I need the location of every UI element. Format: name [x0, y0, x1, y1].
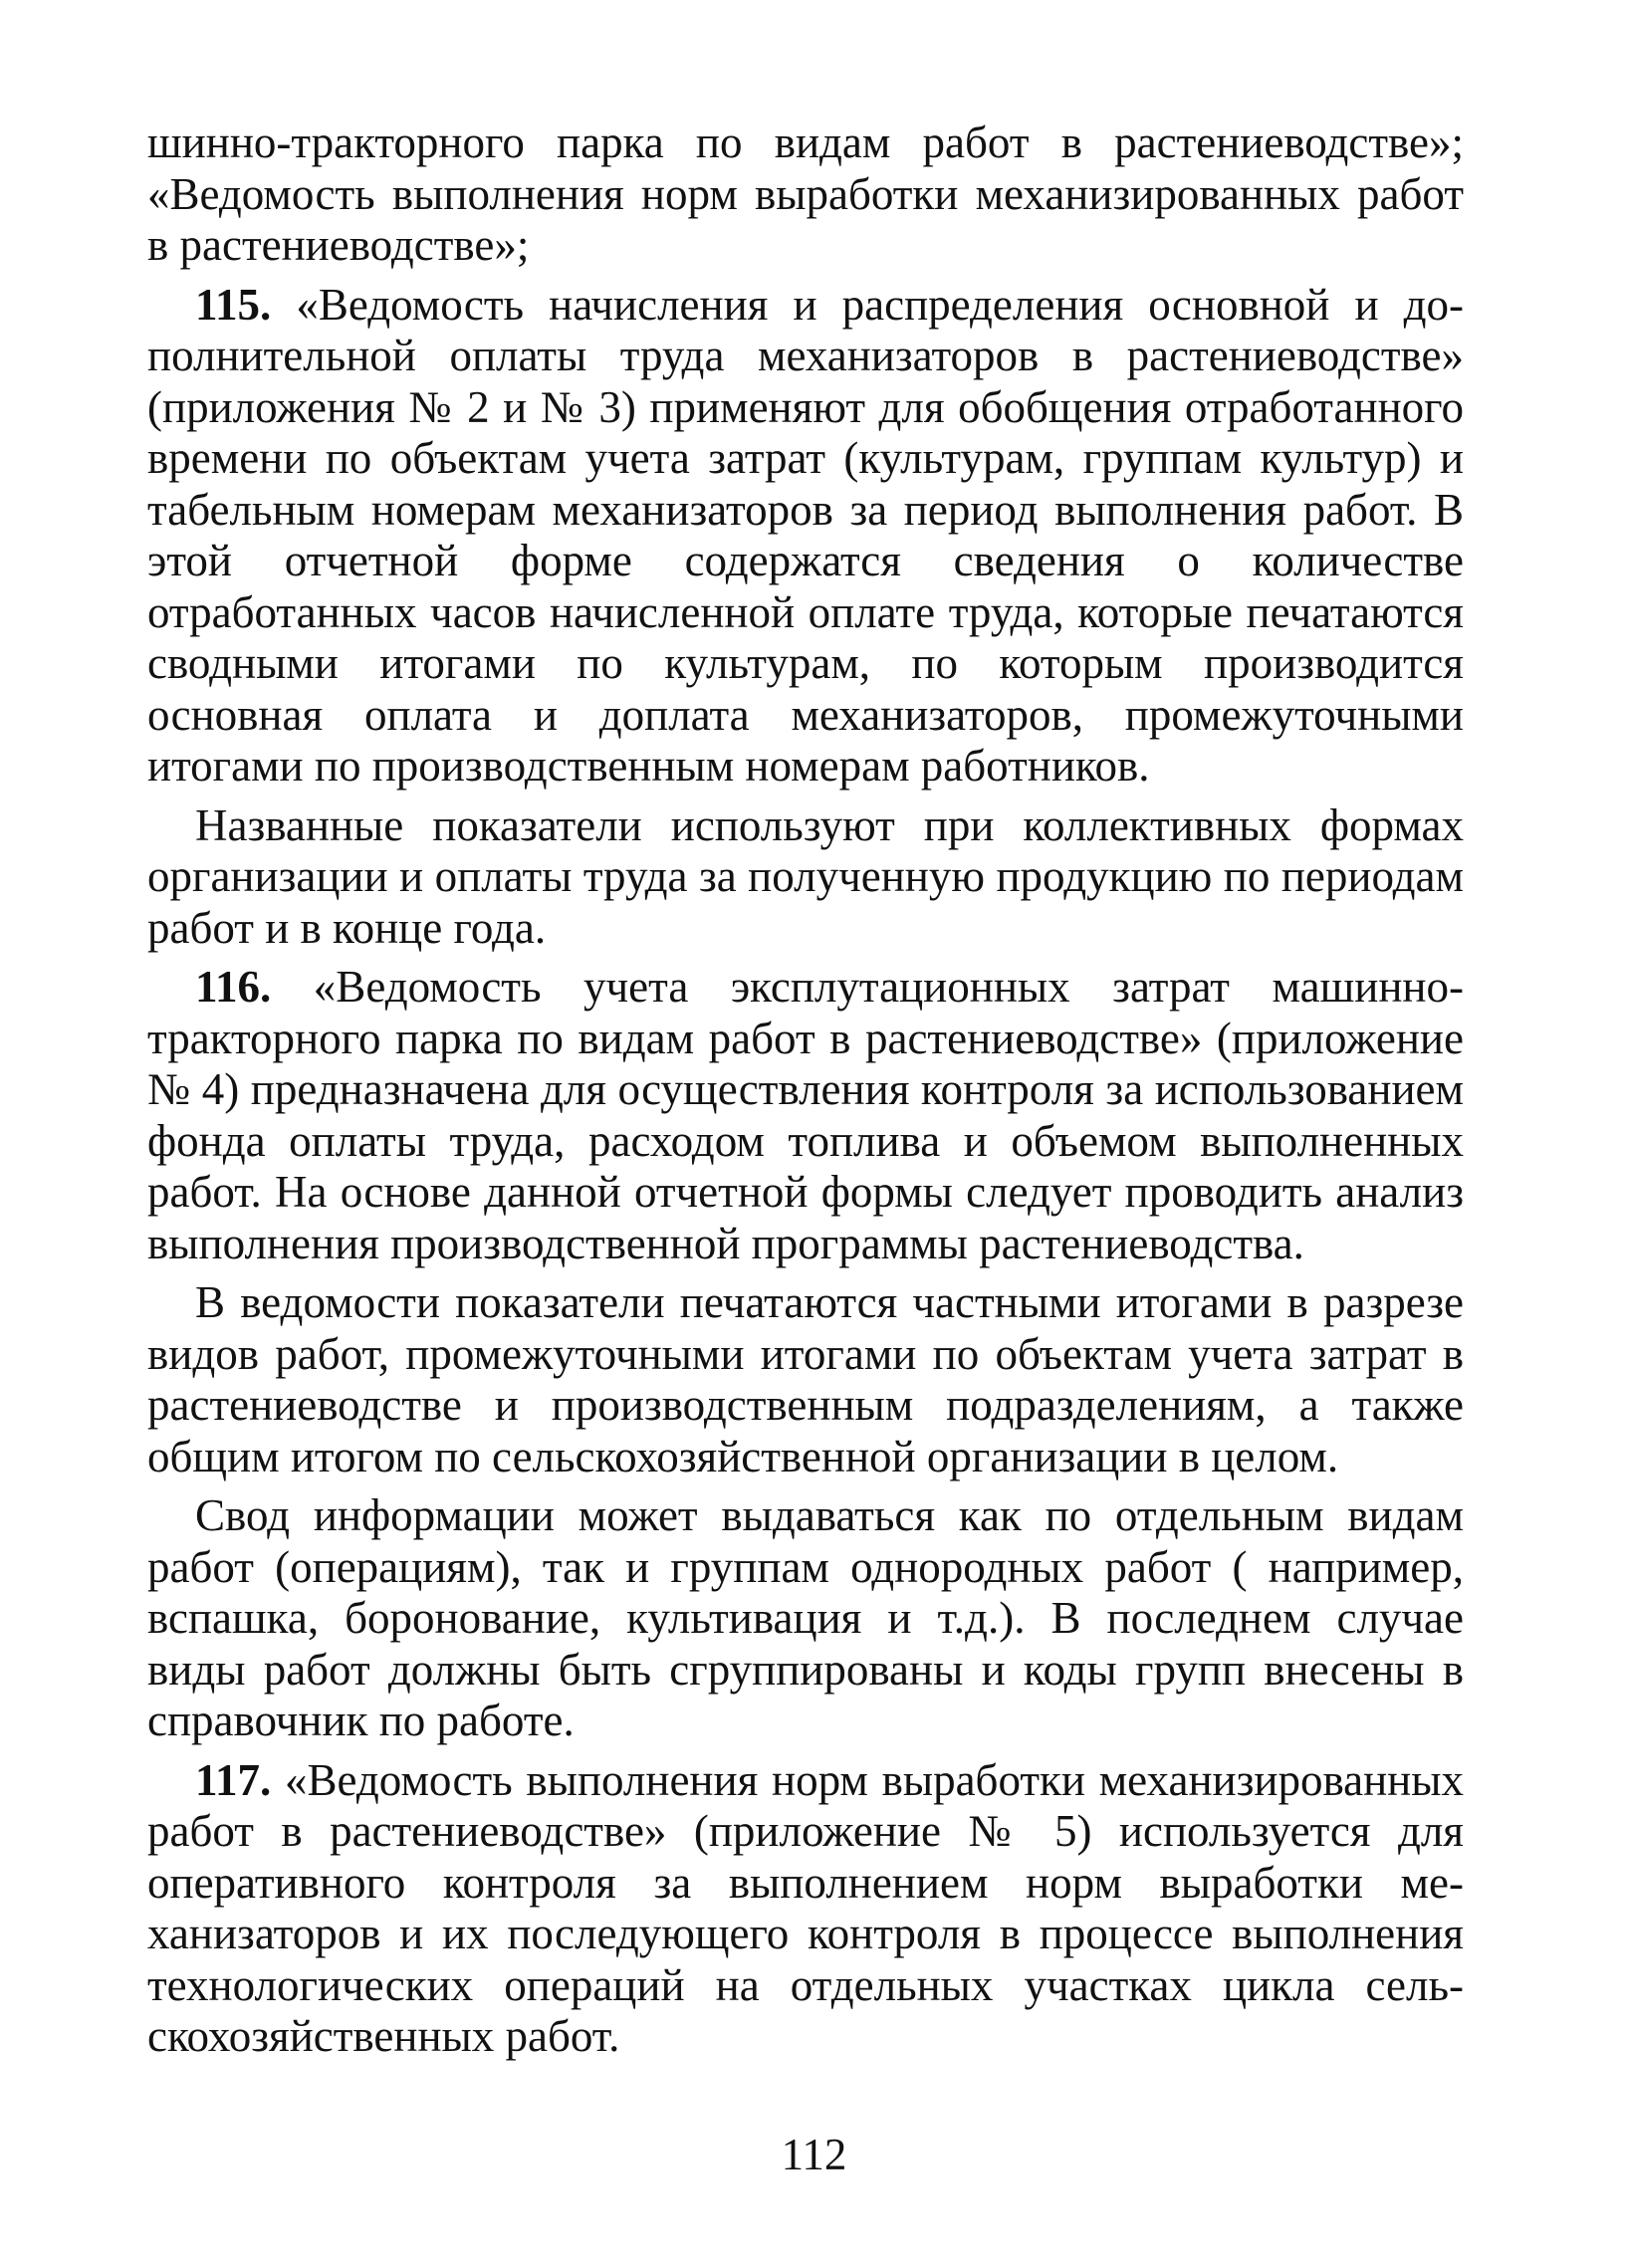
paragraph-text: шинно-тракторного парка по видам работ в растениеводстве»; «Ведомость выполнения норм выработки механизированных работ в растениеводстве»;	[147, 117, 1464, 270]
paragraph-number: 117.	[195, 1754, 272, 1805]
paragraph-117	[147, 1755, 1464, 2063]
paragraph-text: Свод информации может выдаваться как по отдельным видам работ (операциям), так и группам однородных работ ( например, вспашка, боронование, культивация и т.д.). В последнем случае виды работ должны быть сгруппированы и коды групп внесены в справочник по работе.	[147, 1490, 1464, 1745]
paragraph-text: «Ведомость учета эксплутационных затрат машинно-тракторного парка по видам работ в растениеводстве» (приложение № 4) предназначена для осуществления контроля за использованием фонда оплаты труда, расходом топлива и объемом выполненных работ. На основе данной отчетной формы следует проводить анализ выполнения производственной программы растениеводства.	[147, 962, 1464, 1268]
paragraph-text: «Ведомость выполнения норм выработки механизированных работ в растениеводстве» (приложение № 5) используется для оперативного контроля за выполнением норм выработки механизаторов и их последующего контроля в процессе выполнения технологических операций на отдельных участках цикла сельскохозяйственных работ.	[147, 1754, 1464, 2061]
paragraph-text: «Ведомость начисления и распределения основной и дополнительной оплаты труда механизаторов в растениеводстве» (приложения № 2 и № 3) применяют для обобщения отработанного времени по объектам учета затрат (культурам, группам культур) и табельным номерам механизаторов за период выполнения работ. В этой отчетной форме содержатся сведения о количестве отработанных часов начисленной оплате труда, которые печатаются сводными итогами по культурам, по которым производится основная оплата и доплата механизаторов, промежуточными итогами по производственным номерам работников.	[147, 279, 1464, 791]
paragraph-number: 116.	[195, 962, 272, 1012]
paragraph-text: В ведомости показатели печатаются частными итогами в разрезе видов работ, промежуточными итогами по объектам учета затрат в растениеводстве и производственным подразделениям, а также общим итогом по сельскохозяйственной организации в целом.	[147, 1277, 1464, 1481]
paragraph-116	[147, 962, 1464, 1269]
paragraph-text: Названные показатели используют при коллективных формах организации и оплаты труда за полученную продукцию по периодам работ и в конце года.	[147, 799, 1464, 953]
paragraph-indicators	[147, 800, 1464, 955]
page-number: 112	[781, 2130, 847, 2179]
page-text	[147, 117, 1464, 2071]
paragraph-statement-totals	[147, 1277, 1464, 1482]
paragraph-115	[147, 280, 1464, 793]
paragraph-number: 115.	[195, 279, 272, 330]
paragraph-continuation	[147, 117, 1464, 272]
paragraph-info-summary	[147, 1490, 1464, 1747]
